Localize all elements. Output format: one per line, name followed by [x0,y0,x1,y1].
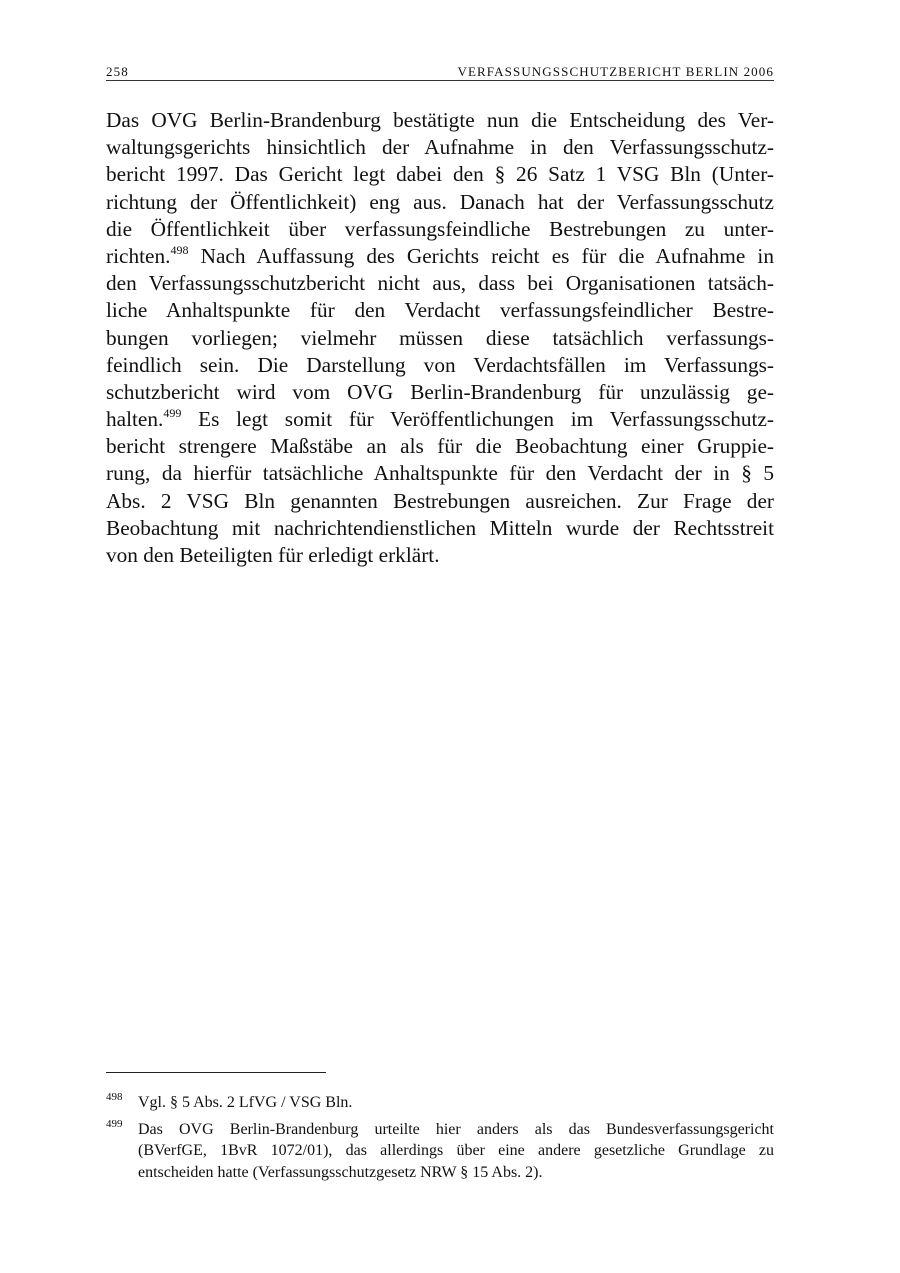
footnote-divider [106,1072,326,1073]
text-line: feindlich sein. Die Darstellung von Verdachtsfällen im Verfassungs- [106,352,774,377]
footnote-498 [106,1092,774,1114]
footnote-line: (BVerfGE, 1BvR 1072/01), das allerdings über eine andere gesetzliche Grundlage zu [138,1142,774,1159]
footnote-line: Vgl. § 5 Abs. 2 LfVG / VSG Bln. [138,1094,353,1111]
text-fragment: richten. [106,243,171,268]
text-line: von den Beteiligten für erledigt erklärt. [106,543,440,567]
text-fragment: Es legt somit für Veröffentlichungen im Verfassungsschutz- [181,407,774,432]
text-line: Das OVG Berlin-Brandenburg bestätigte nun die Entscheidung des Ver- [106,108,774,132]
footnote-499 [106,1119,774,1184]
footnote-line: Das OVG Berlin-Brandenburg urteilte hier anders als das Bundesverfassungsgericht [138,1120,774,1138]
footnote-line: entscheiden hatte (Verfassungsschutzgesetz NRW § 15 Abs. 2). [138,1163,543,1181]
page-number: 258 [106,64,129,79]
text-line [106,406,774,433]
footnote-ref-499[interactable]: 499 [163,406,182,421]
running-header [106,62,774,81]
text-line: den Verfassungsschutzbericht nicht aus, dass bei Organisationen tatsäch- [106,271,774,296]
text-line: Abs. 2 VSG Bln genannten Bestrebungen ausreichen. Zur Frage der [106,488,774,513]
text-fragment: halten. [106,407,164,432]
text-line: rung, da hierfür tatsächliche Anhaltspunkte für den Verdacht der in § 5 [106,461,774,486]
text-line: Beobachtung mit nachrichtendienstlichen Mitteln wurde der Rechtsstreit [106,515,774,540]
text-line: bericht 1997. Das Gericht legt dabei den § 26 Satz 1 VSG Bln (Unter- [106,162,774,187]
footnote-number: 499 [106,1117,123,1130]
footnotes [106,1092,774,1188]
text-line [106,243,774,270]
text-line: waltungsgerichts hinsichtlich der Aufnahme in den Verfassungsschutz- [106,135,774,160]
text-fragment: Nach Auffassung des Gerichts reicht es für die Aufnahme in [188,243,774,268]
text-line: bungen vorliegen; vielmehr müssen diese tatsächlich verfassungs- [106,325,774,350]
text-line: die Öffentlichkeit über verfassungsfeindliche Bestrebungen zu unter- [106,216,774,241]
text-line: liche Anhaltspunkte für den Verdacht verfassungsfeindlicher Bestre- [106,298,774,323]
body-paragraph [106,107,774,569]
running-title: VERFASSUNGSSCHUTZBERICHT BERLIN 2006 [457,64,774,79]
text-line: richtung der Öffentlichkeit) eng aus. Danach hat der Verfassungsschutz [106,189,774,214]
footnote-ref-498[interactable]: 498 [170,242,189,257]
text-line: bericht strengere Maßstäbe an als für die Beobachtung einer Gruppie- [106,434,774,459]
footnote-number: 498 [106,1091,123,1103]
text-line: schutzbericht wird vom OVG Berlin-Brandenburg für unzulässig ge- [106,379,774,404]
